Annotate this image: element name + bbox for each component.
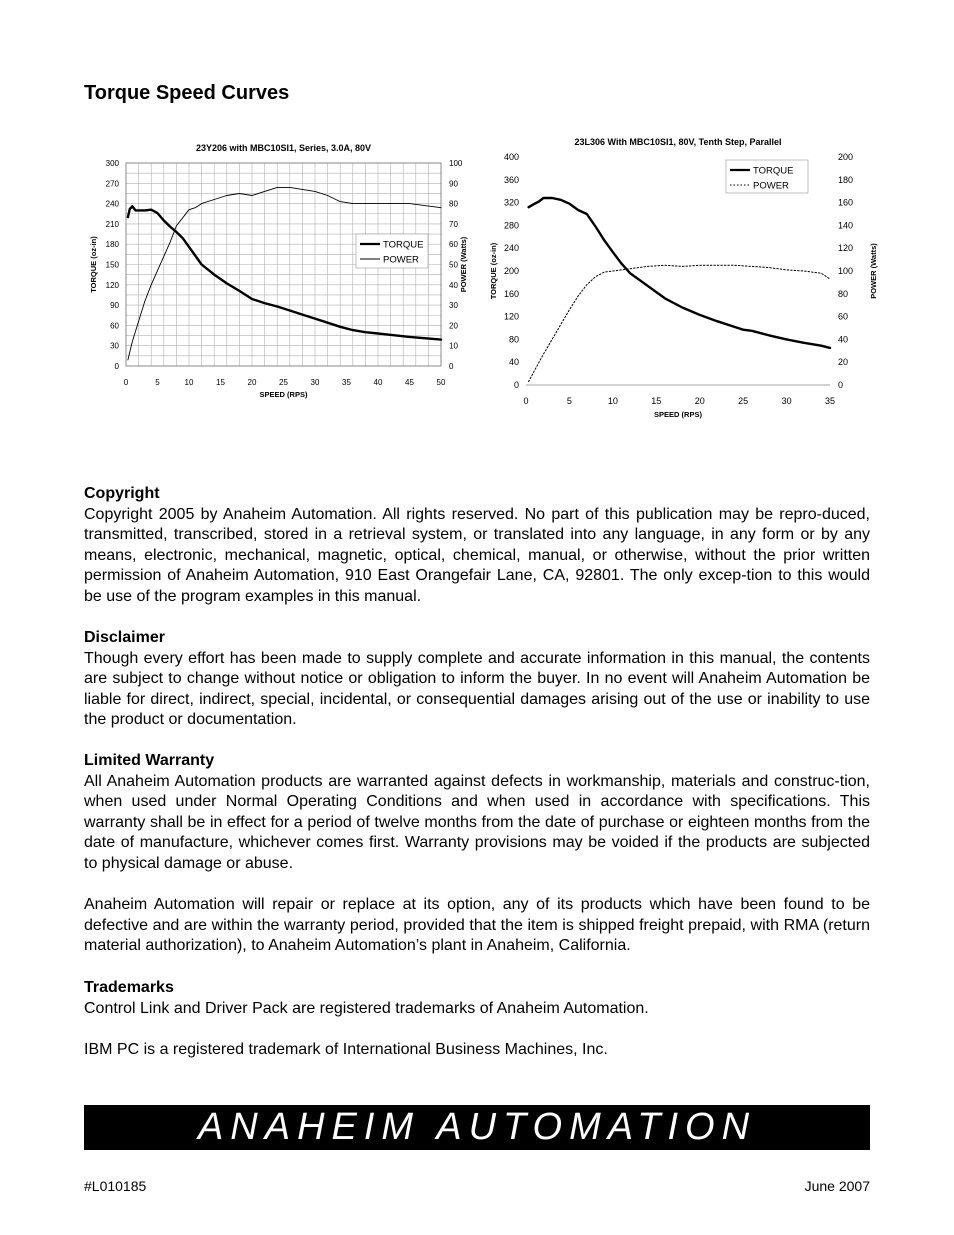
x-tick-label: 0 xyxy=(123,378,129,387)
x-tick-label: 5 xyxy=(566,396,572,406)
y2-tick-label: 180 xyxy=(838,174,854,185)
disclaimer-section xyxy=(84,628,870,731)
trademarks-heading: Trademarks xyxy=(84,979,174,996)
x-tick-label: 20 xyxy=(694,396,705,406)
y-tick-label: 90 xyxy=(110,301,119,311)
y2-tick-label: 40 xyxy=(449,280,458,290)
y-tick-label: 240 xyxy=(105,199,119,209)
y2-tick-label: 100 xyxy=(449,159,463,168)
y2-tick-label: 80 xyxy=(449,199,458,209)
y2-axis-label: POWER (Watts) xyxy=(459,236,468,293)
y2-tick-label: 100 xyxy=(838,266,854,276)
warranty-text: All Anaheim Automation products are warranted against defects in workmanship, materials and construc-tion, when used under Normal Operating Conditions and when used in accordance with specifications. This warranty shall be in effect for a period of twelve months from the date of purchase or eighteen months from the date of manufacture, whichever comes first. Warranty provisions may be voided if the products are subjected to physical damage or abuse. xyxy=(84,772,870,872)
series-line-torque xyxy=(128,206,441,339)
warranty-heading: Limited Warranty xyxy=(84,752,215,769)
y-axis-label: TORQUE (oz-in) xyxy=(89,236,98,293)
copyright-heading: Copyright xyxy=(84,485,160,502)
torque-speed-chart-23l306 xyxy=(484,132,884,427)
y-tick-label: 240 xyxy=(503,243,519,254)
y-tick-label: 360 xyxy=(503,174,519,185)
x-tick-label: 15 xyxy=(651,396,662,406)
series-line-power xyxy=(529,265,830,381)
doc-number: #L010185 xyxy=(84,1178,147,1194)
y-tick-label: 180 xyxy=(105,240,119,250)
y-tick-label: 0 xyxy=(114,362,119,371)
disclaimer-text: Though every effort has been made to supply complete and accurate information in this manual, the contents are subject to change without notice or obligation to inform the buyer. In no event will Anaheim Automation be liable for direct, indirect, special, incidental, or consequential damages arising out of the use or inability to use the product or documentation. xyxy=(84,649,870,729)
y-axis-label: TORQUE (oz-in) xyxy=(489,242,498,300)
y-tick-label: 210 xyxy=(105,219,119,229)
y-tick-label: 200 xyxy=(503,266,519,276)
x-tick-label: 40 xyxy=(373,378,383,387)
x-tick-label: 25 xyxy=(279,378,288,387)
y-tick-label: 320 xyxy=(503,197,519,208)
y-tick-label: 0 xyxy=(513,380,519,390)
y-tick-label: 120 xyxy=(105,280,119,290)
x-tick-label: 5 xyxy=(155,378,160,387)
x-axis-label: SPEED (RPS) xyxy=(259,390,308,399)
chart-svg xyxy=(84,135,474,410)
x-tick-label: 0 xyxy=(523,396,529,406)
y2-tick-label: 30 xyxy=(449,301,458,311)
x-tick-label: 35 xyxy=(824,396,836,406)
x-tick-label: 15 xyxy=(216,378,225,387)
y2-tick-label: 60 xyxy=(838,311,849,322)
warranty-repair-text: Anaheim Automation will repair or replace at its option, any of its products which have been found to be defective and are within the warranty period, provided that the item is shipped freight prepaid, with RMA (return material authorization), to Anaheim Automation’s plant in Anaheim, California. xyxy=(84,896,870,955)
torque-speed-chart-23y206 xyxy=(84,135,474,410)
y-tick-label: 120 xyxy=(503,311,519,322)
legend-label-torque: TORQUE xyxy=(383,239,424,251)
x-tick-label: 25 xyxy=(738,396,749,406)
doc-date: June 2007 xyxy=(804,1178,870,1194)
y2-tick-label: 70 xyxy=(449,219,458,229)
trademarks-section xyxy=(84,978,870,1060)
x-tick-label: 20 xyxy=(247,378,257,387)
y-tick-label: 400 xyxy=(503,152,519,162)
x-tick-label: 30 xyxy=(310,378,320,387)
copyright-text: Copyright 2005 by Anaheim Automation. All rights reserved. No part of this publication may be repro-duced, transmitted, transcribed, stored in a retrieval system, or translated into any language, in any form or by any means, electronic, mechanical, magnetic, optical, chemical, manual, or otherwise, without the prior written permission of Anaheim Automation, 910 East Orangefair Lane, CA, 92801. The only excep-tion to this would be use of the program examples in this manual. xyxy=(84,505,870,605)
y-tick-label: 60 xyxy=(110,321,119,331)
page-title: Torque Speed Curves xyxy=(84,82,290,104)
x-tick-label: 10 xyxy=(607,396,618,406)
legend-label-power: POWER xyxy=(383,254,419,266)
y2-tick-label: 20 xyxy=(838,357,849,368)
legend-label-torque: TORQUE xyxy=(753,165,794,177)
x-tick-label: 10 xyxy=(184,378,194,387)
x-tick-label: 30 xyxy=(781,396,792,406)
copyright-section xyxy=(84,484,870,608)
y2-tick-label: 20 xyxy=(449,321,458,331)
y2-tick-label: 0 xyxy=(838,380,844,390)
chart-title: 23Y206 with MBC10SI1, Series, 3.0A, 80V xyxy=(195,143,372,153)
series-line-torque xyxy=(529,198,830,348)
x-tick-label: 45 xyxy=(405,378,414,387)
y-tick-label: 300 xyxy=(105,159,119,168)
y2-tick-label: 50 xyxy=(449,260,458,270)
y2-axis-label: POWER (Watts) xyxy=(869,243,878,299)
ibm-trademark-text: IBM PC is a registered trademark of International Business Machines, Inc. xyxy=(84,1040,608,1058)
y-tick-label: 150 xyxy=(105,260,119,270)
company-banner: ANAHEIM AUTOMATION xyxy=(84,1105,870,1150)
y-tick-label: 270 xyxy=(105,179,119,189)
y2-tick-label: 40 xyxy=(838,334,849,345)
chart-svg xyxy=(484,132,884,427)
y2-tick-label: 120 xyxy=(838,243,854,254)
y-tick-label: 160 xyxy=(503,288,519,299)
warranty-section xyxy=(84,751,870,957)
y-tick-label: 80 xyxy=(508,334,519,345)
legend-label-power: POWER xyxy=(753,180,789,192)
y2-tick-label: 200 xyxy=(838,152,854,162)
y2-tick-label: 60 xyxy=(449,240,458,250)
y2-tick-label: 140 xyxy=(838,220,854,231)
chart-title: 23L306 With MBC10SI1, 80V, Tenth Step, Parallel xyxy=(574,137,782,147)
y2-tick-label: 90 xyxy=(449,179,458,189)
x-tick-label: 50 xyxy=(436,378,446,387)
trademarks-text: Control Link and Driver Pack are registered trademarks of Anaheim Automation. xyxy=(84,999,649,1017)
disclaimer-heading: Disclaimer xyxy=(84,629,165,646)
y2-tick-label: 160 xyxy=(838,197,854,208)
x-axis-label: SPEED (RPS) xyxy=(654,410,702,419)
y-tick-label: 40 xyxy=(508,357,519,368)
x-tick-label: 35 xyxy=(342,378,351,387)
y-tick-label: 30 xyxy=(110,341,119,351)
y-tick-label: 280 xyxy=(503,220,519,231)
y2-tick-label: 0 xyxy=(449,362,454,371)
y2-tick-label: 80 xyxy=(838,288,849,299)
y2-tick-label: 10 xyxy=(449,341,458,351)
